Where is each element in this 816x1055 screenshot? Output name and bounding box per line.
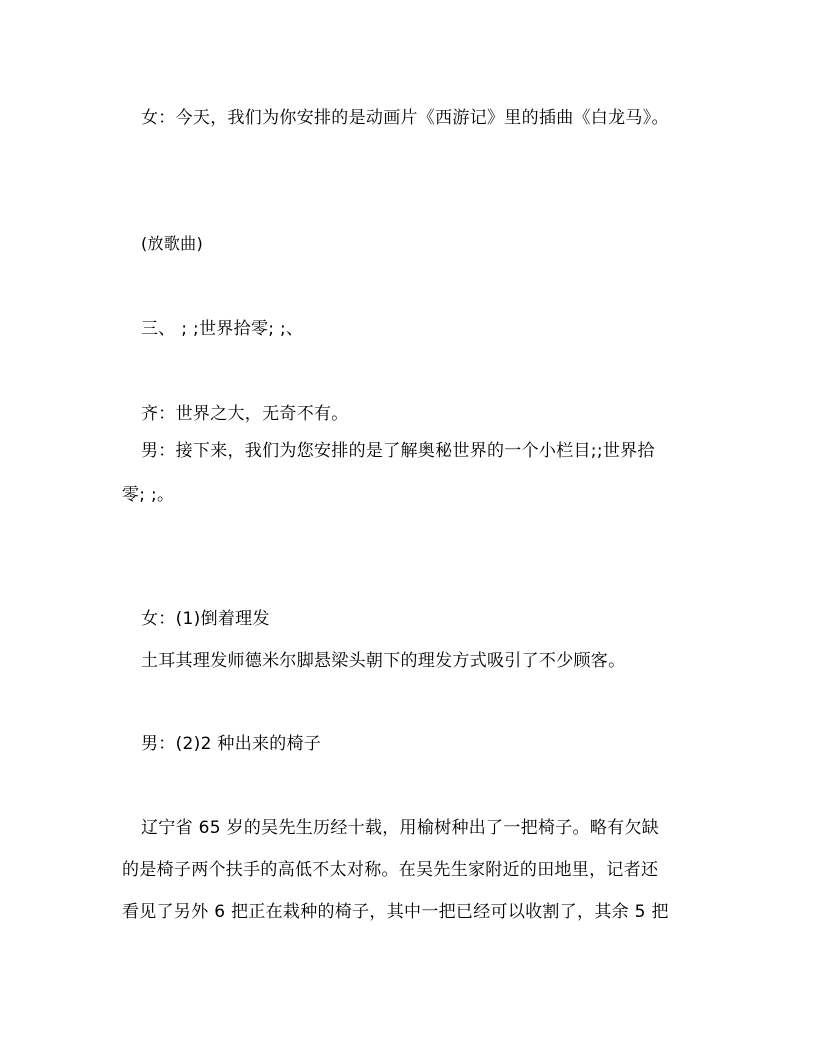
male-item-2-heading: 男：(2)2 种出来的椅子 (141, 734, 322, 754)
song-cue-line: (放歌曲) (141, 234, 203, 253)
item-2-paragraph-line-3: 看见了另外 6 把正在栽种的椅子，其中一把已经可以收割了，其余 5 把 (122, 902, 669, 922)
male-line-1-cont: 零; ;。 (122, 485, 175, 505)
female-item-1-heading: 女：(1)倒着理发 (141, 609, 270, 629)
together-line: 齐：世界之大，无奇不有。 (141, 404, 349, 424)
item-1-body: 土耳其理发师德米尔脚悬梁头朝下的理发方式吸引了不少顾客。 (141, 651, 626, 671)
section-three-heading: 三、 ; ;世界拾零; ;、 (141, 319, 304, 339)
intro-line: 女：今天，我们为你安排的是动画片《西游记》里的插曲《白龙马》。 (141, 108, 669, 128)
male-line-1: 男：接下来，我们为您安排的是了解奥秘世界的一个小栏目;;世界拾 (141, 441, 655, 461)
item-2-paragraph-line-2: 的是椅子两个扶手的高低不太对称。在吴先生家附近的田地里，记者还 (122, 860, 659, 880)
item-2-paragraph-line-1: 辽宁省 65 岁的吴先生历经十载，用榆树种出了一把椅子。略有欠缺 (141, 818, 660, 838)
